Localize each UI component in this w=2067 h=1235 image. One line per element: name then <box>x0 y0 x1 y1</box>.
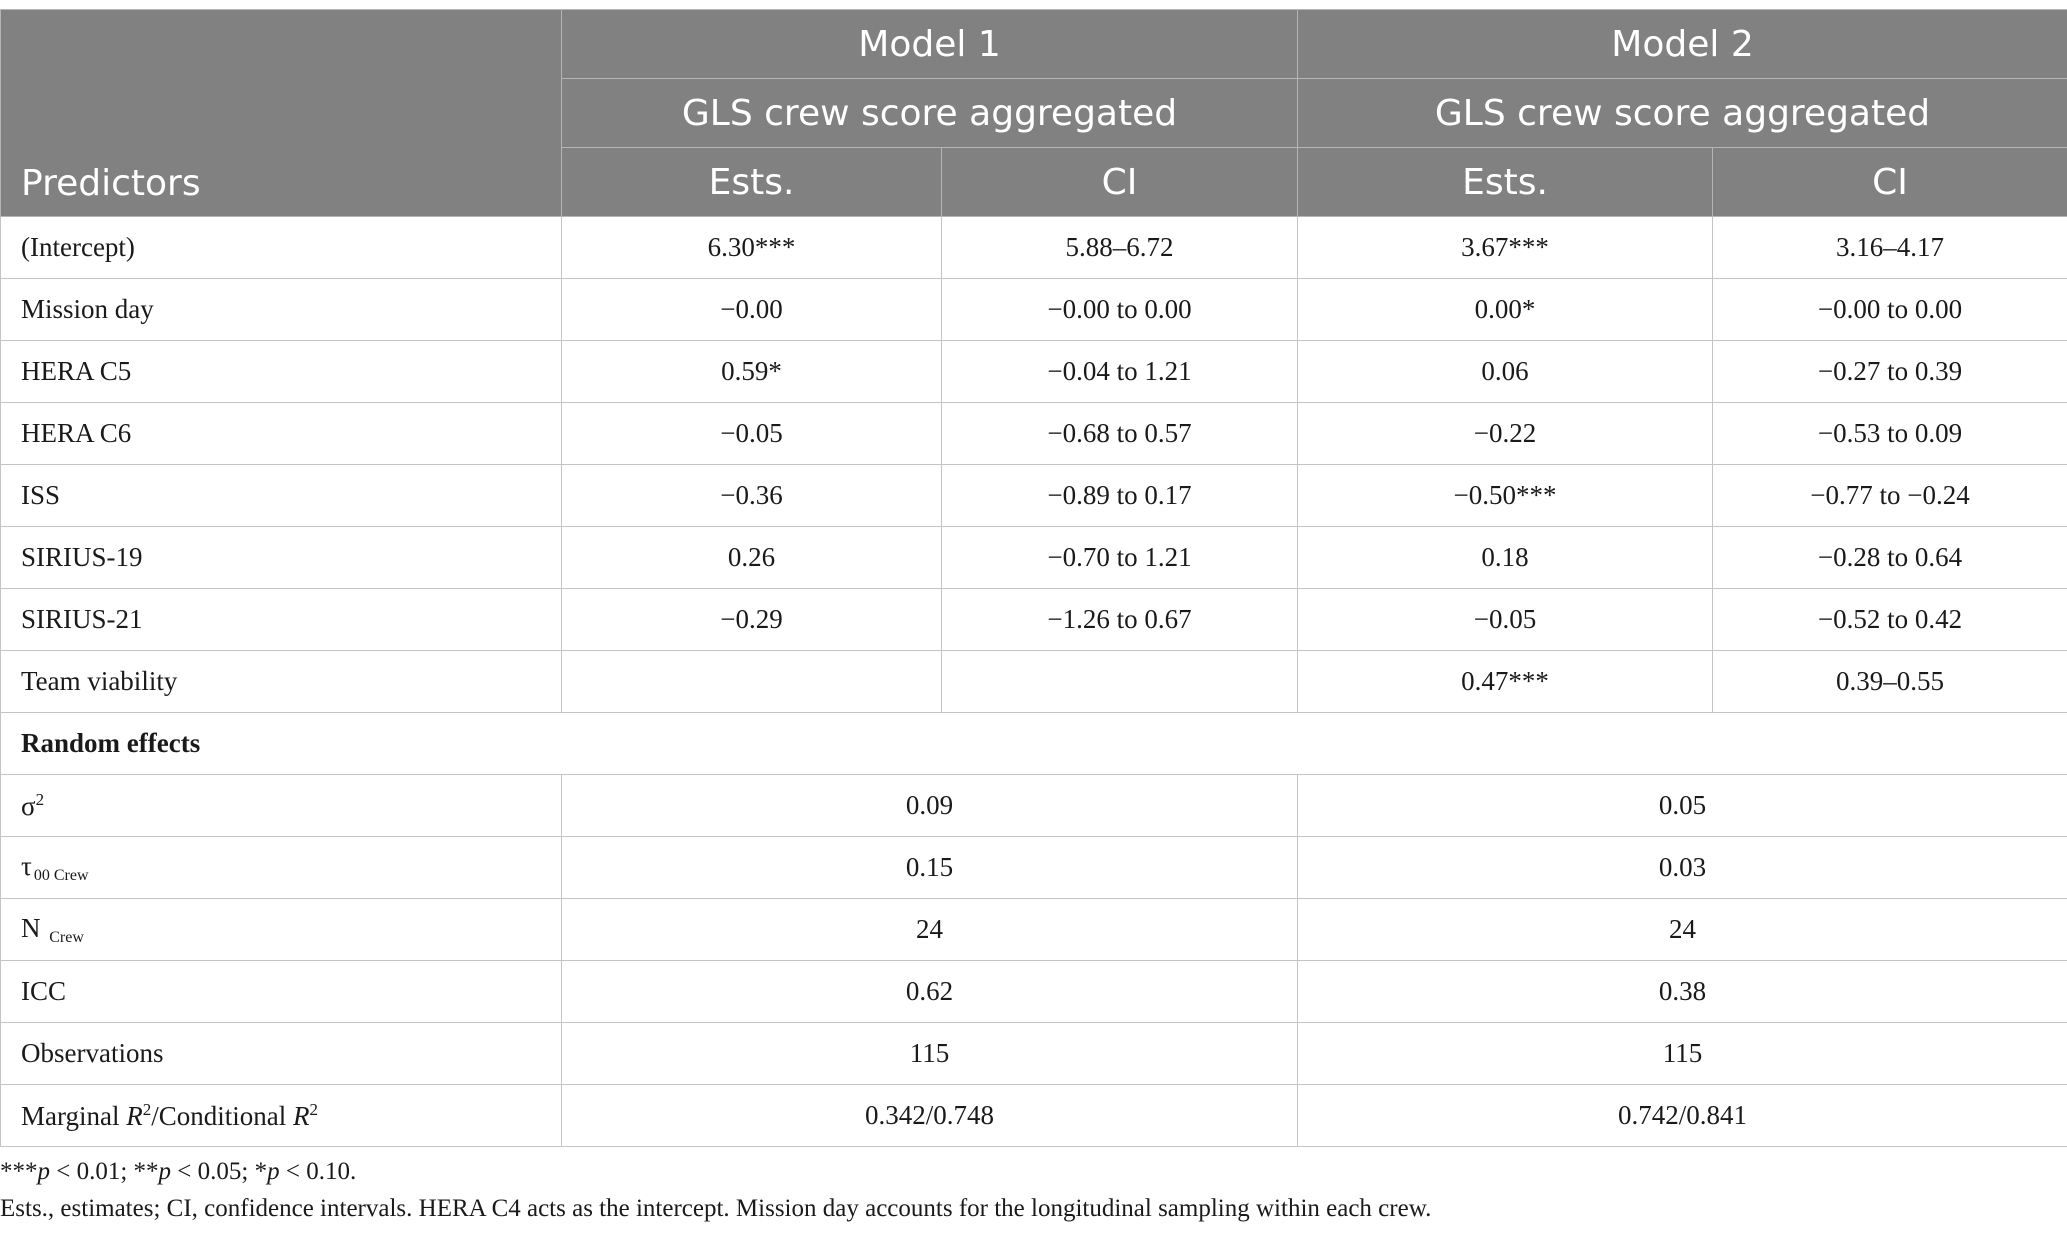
model-1-ci: −0.04 to 1.21 <box>942 341 1298 403</box>
model-2-icc-value: 0.38 <box>1298 961 2067 1023</box>
table-row <box>1 1023 2067 1085</box>
model-2-ci: 3.16–4.17 <box>1713 217 2067 279</box>
model-1-ci: −0.70 to 1.21 <box>942 527 1298 589</box>
model-2-observations-value: 115 <box>1298 1023 2067 1085</box>
table-footnotes <box>0 1153 2067 1227</box>
model-2-ci: 0.39–0.55 <box>1713 651 2067 713</box>
predictor-label: Team viability <box>1 651 562 713</box>
model-2-estimate: −0.50*** <box>1298 465 1713 527</box>
r-squared-label <box>1 1085 562 1147</box>
model-1-ci: −1.26 to 0.67 <box>942 589 1298 651</box>
model-2-dv-header: GLS crew score aggregated <box>1298 79 2067 148</box>
table-row <box>1 1085 2067 1147</box>
observations-label: Observations <box>1 1023 562 1085</box>
predictor-label: ISS <box>1 465 562 527</box>
model-1-ci: −0.00 to 0.00 <box>942 279 1298 341</box>
model-1-n-value: 24 <box>562 899 1298 961</box>
model-2-ci: −0.53 to 0.09 <box>1713 403 2067 465</box>
model-2-header: Model 2 <box>1298 10 2067 79</box>
model-2-sigma-value: 0.05 <box>1298 775 2067 837</box>
predictor-label: (Intercept) <box>1 217 562 279</box>
model-1-estimate: −0.00 <box>562 279 942 341</box>
model-2-estimate: 3.67*** <box>1298 217 1713 279</box>
predictor-label: SIRIUS-19 <box>1 527 562 589</box>
table-row <box>1 837 2067 899</box>
predictor-label: HERA C5 <box>1 341 562 403</box>
icc-label: ICC <box>1 961 562 1023</box>
model-2-estimate: 0.00* <box>1298 279 1713 341</box>
model-2-ci: −0.77 to −0.24 <box>1713 465 2067 527</box>
model-2-estimate: 0.06 <box>1298 341 1713 403</box>
table-row <box>1 961 2067 1023</box>
n-subscript: Crew <box>49 928 84 946</box>
model-2-tau-value: 0.03 <box>1298 837 2067 899</box>
r-superscript-marginal: 2 <box>142 1099 152 1119</box>
model-2-r-squared-value: 0.742/0.841 <box>1298 1085 2067 1147</box>
model-1-ci: −0.89 to 0.17 <box>942 465 1298 527</box>
table-row <box>1 403 2067 465</box>
r-superscript-conditional: 2 <box>309 1099 318 1119</box>
table-row <box>1 279 2067 341</box>
model-1-r-squared-value: 0.342/0.748 <box>562 1085 1298 1147</box>
table-row <box>1 465 2067 527</box>
model-2-estimate: −0.05 <box>1298 589 1713 651</box>
model-1-ests-header: Ests. <box>562 148 942 217</box>
model-2-ci: −0.28 to 0.64 <box>1713 527 2067 589</box>
model-1-icc-value: 0.62 <box>562 961 1298 1023</box>
table-row <box>1 589 2067 651</box>
table-row <box>1 775 2067 837</box>
model-2-ci: −0.27 to 0.39 <box>1713 341 2067 403</box>
model-1-estimate: 0.26 <box>562 527 942 589</box>
marginal-text: Marginal <box>21 1100 127 1131</box>
model-2-estimate: −0.22 <box>1298 403 1713 465</box>
table-row <box>1 341 2067 403</box>
model-2-ci: −0.52 to 0.42 <box>1713 589 2067 651</box>
model-1-observations-value: 115 <box>562 1023 1298 1085</box>
significance-note: ***p < 0.01; **p < 0.05; *p < 0.10. <box>0 1158 357 1185</box>
model-2-ci-header: CI <box>1713 148 2067 217</box>
table-row <box>1 217 2067 279</box>
model-1-sigma-value: 0.09 <box>562 775 1298 837</box>
model-1-estimate: −0.05 <box>562 403 942 465</box>
random-effects-section-row <box>1 713 2067 775</box>
sigma-squared-label <box>1 775 562 837</box>
conditional-text: /Conditional <box>151 1100 293 1131</box>
model-1-estimate: −0.36 <box>562 465 942 527</box>
predictor-label: SIRIUS-21 <box>1 589 562 651</box>
table-row <box>1 651 2067 713</box>
random-effects-title: Random effects <box>1 713 2067 775</box>
model-2-estimate: 0.18 <box>1298 527 1713 589</box>
model-1-ci <box>942 651 1298 713</box>
model-1-dv-header: GLS crew score aggregated <box>562 79 1298 148</box>
predictor-label: Mission day <box>1 279 562 341</box>
abbreviation-note: Ests., estimates; CI, confidence intervals. HERA C4 acts as the intercept. Mission day accounts for the longitudinal sampling within each crew. <box>0 1195 1432 1222</box>
r-symbol-marginal: R <box>126 1100 143 1131</box>
n-symbol: N <box>21 912 41 943</box>
r-symbol-conditional: R <box>292 1100 310 1131</box>
model-1-ci: 5.88–6.72 <box>942 217 1298 279</box>
table-body <box>1 217 2067 1147</box>
model-1-ci-header: CI <box>942 148 1298 217</box>
predictor-label: HERA C6 <box>1 403 562 465</box>
predictors-header: Predictors <box>1 10 562 217</box>
model-2-n-value: 24 <box>1298 899 2067 961</box>
n-crew-label <box>1 899 562 961</box>
table-row <box>1 527 2067 589</box>
model-2-estimate: 0.47*** <box>1298 651 1713 713</box>
sigma-symbol: σ <box>21 790 36 821</box>
model-1-header: Model 1 <box>562 10 1298 79</box>
sigma-superscript: 2 <box>35 789 45 809</box>
model-1-estimate: −0.29 <box>562 589 942 651</box>
model-1-tau-value: 0.15 <box>562 837 1298 899</box>
model-2-ests-header: Ests. <box>1298 148 1713 217</box>
model-1-estimate <box>562 651 942 713</box>
tau-symbol: τ <box>21 850 32 881</box>
model-1-estimate: 0.59* <box>562 341 942 403</box>
table-row <box>1 899 2067 961</box>
table-header <box>1 10 2067 217</box>
model-1-ci: −0.68 to 0.57 <box>942 403 1298 465</box>
model-2-ci: −0.00 to 0.00 <box>1713 279 2067 341</box>
tau-subscript: 00 Crew <box>33 866 89 884</box>
regression-results-table <box>0 9 2067 1147</box>
tau-label <box>1 837 562 899</box>
model-1-estimate: 6.30*** <box>562 217 942 279</box>
